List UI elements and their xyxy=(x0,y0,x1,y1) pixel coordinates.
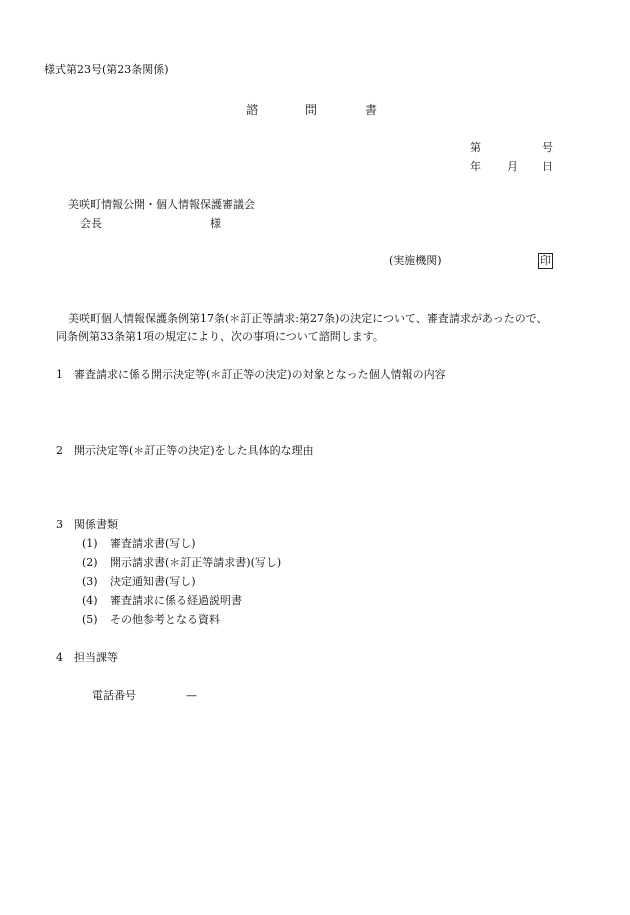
form-number: 様式第23号(第23条関係) xyxy=(44,63,169,76)
section-1-text: 審査請求に係る開示決定等(＊訂正等の決定)の対象となった個人情報の内容 xyxy=(74,368,446,381)
phone-label: 電話番号 xyxy=(92,689,136,702)
seal-mark xyxy=(538,253,553,269)
implementing-agency-label: (実施機関) xyxy=(389,254,442,267)
section-4-number: 4 xyxy=(56,651,63,664)
phone-dash: — xyxy=(186,689,197,702)
number-go: 号 xyxy=(542,141,553,154)
list-item: 開示請求書(＊訂正等請求書)(写し) xyxy=(110,556,282,569)
date-month: 月 xyxy=(507,160,518,173)
seal-stamp: 印 xyxy=(540,254,551,267)
list-item-number: (1) xyxy=(82,537,98,550)
date-year: 年 xyxy=(470,160,481,173)
section-2-text: 開示決定等(＊訂正等の決定)をした具体的な理由 xyxy=(74,444,314,457)
list-item: その他参考となる資料 xyxy=(110,613,220,626)
number-dai: 第 xyxy=(470,141,481,154)
list-item: 決定通知書(写し) xyxy=(110,575,196,588)
title-char-3: 書 xyxy=(365,103,378,117)
list-item: 審査請求に係る経過説明書 xyxy=(110,594,242,607)
section-2-number: 2 xyxy=(56,444,63,457)
honorific-sama: 様 xyxy=(210,217,221,230)
list-item: 審査請求書(写し) xyxy=(110,537,196,550)
section-4-text: 担当課等 xyxy=(74,651,118,664)
body-line-1: 美咲町個人情報保護条例第17条(＊訂正等請求:第27条)の決定について、審査請求があったので、 xyxy=(68,312,548,325)
date-day: 日 xyxy=(542,160,553,173)
list-item-number: (3) xyxy=(82,575,98,588)
list-item-number: (5) xyxy=(82,613,98,626)
body-line-2: 同条例第33条第1項の規定により、次の事項について諮問します。 xyxy=(56,330,384,343)
title-char-2: 問 xyxy=(305,103,318,117)
title-char-1: 諮 xyxy=(246,103,259,117)
list-item-number: (4) xyxy=(82,594,98,607)
list-item-number: (2) xyxy=(82,556,98,569)
section-3-text: 関係書類 xyxy=(74,518,118,531)
section-3-number: 3 xyxy=(56,518,63,531)
committee-name: 美咲町情報公開・個人情報保護審議会 xyxy=(68,198,255,211)
section-1-number: 1 xyxy=(56,368,63,381)
chair-title: 会長 xyxy=(80,217,102,230)
